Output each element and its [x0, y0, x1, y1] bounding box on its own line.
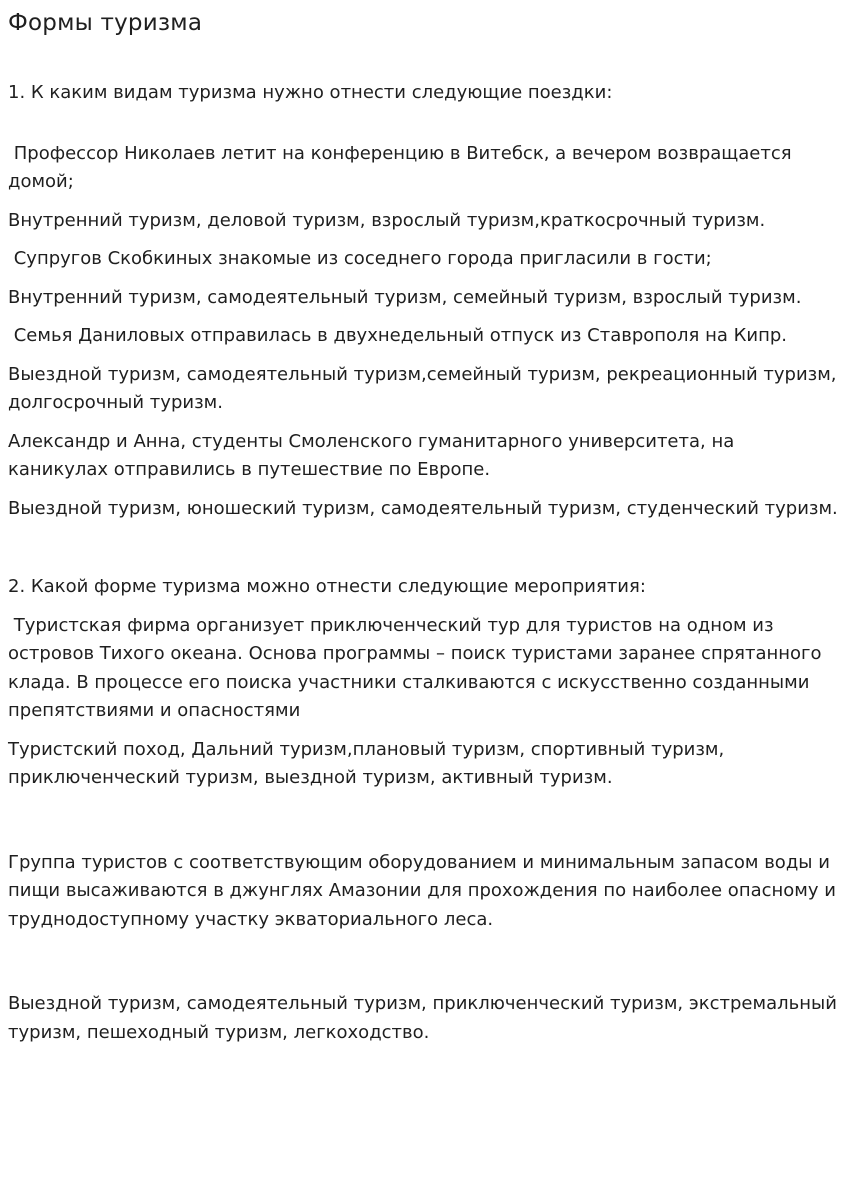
- situation-2-2: Группа туристов с соответствующим оборудованием и минимальным запасом воды и пищи высаживаются в джунглях Амазонии для прохождения по наиболее опасному и труднодоступному участку экваториального леса.: [8, 851, 842, 930]
- question-2: 2. Какой форме туризма можно отнести следующие мероприятия:: [8, 576, 646, 597]
- situation-1-1: Профессор Николаев летит на конференцию в Витебск, а вечером возвращается домой;: [8, 142, 798, 192]
- answer-2-1: Туристский поход, Дальний туризм,плановый туризм, спортивный туризм, приключенческий туризм, выездной туризм, активный туризм.: [8, 738, 730, 788]
- answer-1-1: Внутренний туризм, деловой туризм, взрослый туризм,краткосрочный туризм.: [8, 209, 766, 231]
- answer-2-2: Выездной туризм, самодеятельный туризм, приключенческий туризм, экстремальный туризм, пешеходный туризм, легкоходство.: [8, 993, 843, 1043]
- situation-1-3: Семья Даниловых отправилась в двухнедельный отпуск из Ставрополя на Кипр.: [8, 325, 788, 346]
- answer-1-2: Внутренний туризм, самодеятельный туризм, семейный туризм, взрослый туризм.: [8, 286, 802, 308]
- situation-1-2: Супругов Скобкиных знакомые из соседнего города пригласили в гости;: [8, 248, 712, 269]
- situation-2-1: Туристская фирма организует приключенческий тур для туристов на одном из островов Тихого океана. Основа программы – поиск туристами заранее спрятанного клада. В процессе его поиска участники сталкиваются с искусственно созданными препятствиями и опасностями: [8, 614, 828, 721]
- answer-1-3: Выездной туризм, самодеятельный туризм,семейный туризм, рекреационный туризм, долгосрочный туризм.: [8, 363, 843, 413]
- page-title: Формы туризма: [8, 10, 203, 36]
- question-1: 1. К каким видам туризма нужно отнести следующие поездки:: [8, 82, 613, 103]
- situation-1-4: Александр и Анна, студенты Смоленского гуманитарного университета, на каникулах отправились в путешествие по Европе.: [8, 430, 740, 480]
- answer-1-4: Выездной туризм, юношеский туризм, самодеятельный туризм, студенческий туризм.: [8, 497, 838, 519]
